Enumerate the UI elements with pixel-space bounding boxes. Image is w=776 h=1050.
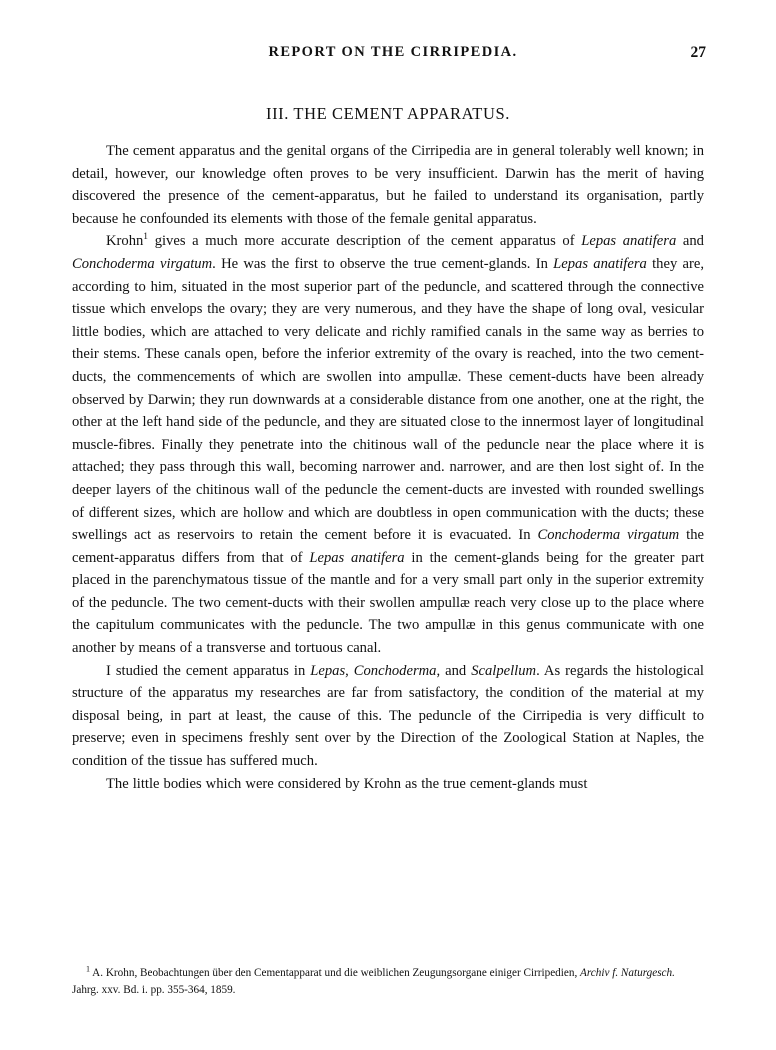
paragraph-2-part-f: the cement-apparatus differs from that of [72, 527, 704, 566]
genus-scalpellum: Scalpellum [471, 662, 537, 679]
section-title: III. THE CEMENT APPARATUS. [265, 104, 511, 123]
genus-lepas: Lepas [310, 662, 346, 679]
paragraph-3-part-a: I studied the cement apparatus in [106, 662, 311, 679]
paragraph-1: The cement apparatus and the genital organs of the Cirripedia are in general tolerably well known; in detail, however, our knowledge often proves to be very insufficient. Darwin has the merit of having discovered the presence of the cement-apparatus, but he failed to understand its organisation, partly because he confounded its elements with those of the female genital apparatus. [72, 143, 704, 227]
paragraph-3-part-b: , [345, 662, 354, 679]
paragraph-2-part-d: . He was the first to observe the true cement-glands. In [212, 255, 554, 272]
footnote-line [72, 965, 704, 998]
species-lepas-anatifera-1: Lepas anatifera [581, 233, 677, 250]
paragraph-3 [72, 660, 704, 773]
running-head [72, 44, 704, 70]
genus-conchoderma: Conchoderma [353, 662, 437, 679]
paragraph-2-part-c: and [676, 233, 704, 250]
paragraph-4: The little bodies which were considered by Krohn as the true cement-glands must [106, 775, 588, 792]
page-number: 27 [690, 44, 706, 61]
footnote [72, 965, 704, 998]
paragraph-2-part-a: Krohn [106, 233, 144, 250]
body-text [72, 140, 704, 795]
paragraph-2-part-e: they are, according to him, situated in the most superior part of the peduncle, and scattered through the connective tissue which envelops the ovary; they are very numerous, and they have the shape of long oval, vesicular little bodies, which are attached to very delicate and richly ramified canals in the same way as berries to their stems. These canals open, before the inferior extremity of the ovary is reached, into the two cement-ducts, the commencements of which are swollen into ampullæ. These cement-ducts have been already observed by Darwin; they run downwards at a considerable distance from one another, one at the right, the other at the left hand side of the peduncle, and they are situated close to the innermost layer of longitudinal muscle-fibres. Finally they penetrate into the chitinous wall of the peduncle near the place where it is attached; they pass through this wall, becoming narrower and. narrower, and are then lost sight of. In the deeper layers of the chitinous wall of the peduncle the cement-ducts are invested with rounded swellings of different sizes, which are hollow and which are doubtless in open communication with the ducts; these swellings act as reservoirs to retain the cement before it is evacuated. In [72, 255, 704, 544]
species-lepas-anatifera-3: Lepas anatifera [309, 549, 405, 566]
footnote-text-a: A. Krohn, Beobachtungen über den Cementapparat und die weiblichen Zeugungsorgane einiger Cirripedien, [90, 967, 581, 979]
running-title: REPORT ON THE CIRRIPEDIA. [268, 44, 518, 60]
footnote-text-b: Jahrg. xxv. Bd. i. pp. 355-364, 1859. [72, 983, 236, 996]
paragraph-3-part-c: , and [436, 662, 472, 679]
paragraph-2-part-b: gives a much more accurate description of the cement apparatus of [148, 233, 582, 250]
paragraph-2 [72, 230, 704, 659]
footnote-journal-title: Archiv f. Naturgesch. [580, 967, 675, 979]
paragraph-2-part-g: in the cement-glands being for the greater part placed in the parenchymatous tissue of the mantle and for a very small part only in the superior extremity of the peduncle. The two cement-ducts with their swollen ampullæ reach very close up to the place where the capitulum communicates with the peduncle. The two ampullæ in this genus communicate with one another by means of a transverse and tortuous canal. [72, 549, 704, 657]
paragraph-3-part-d: . As regards the histological structure of the apparatus my researches are far from satisfactory, the condition of the material at my disposal being, in part at least, the cause of this. The peduncle of the Cirripedia is very difficult to preserve; even in specimens freshly sent over by the Direction of the Zoological Station at Naples, the condition of the tissue has suffered much. [72, 662, 704, 770]
footnote-marker: 1 [86, 964, 90, 974]
species-conchoderma-virgatum-2: Conchoderma virgatum [537, 527, 680, 544]
species-conchoderma-virgatum-1: Conchoderma virgatum [72, 255, 213, 272]
species-lepas-anatifera-2: Lepas anatifera [553, 255, 647, 272]
footnote-reference: 1 [143, 232, 149, 243]
